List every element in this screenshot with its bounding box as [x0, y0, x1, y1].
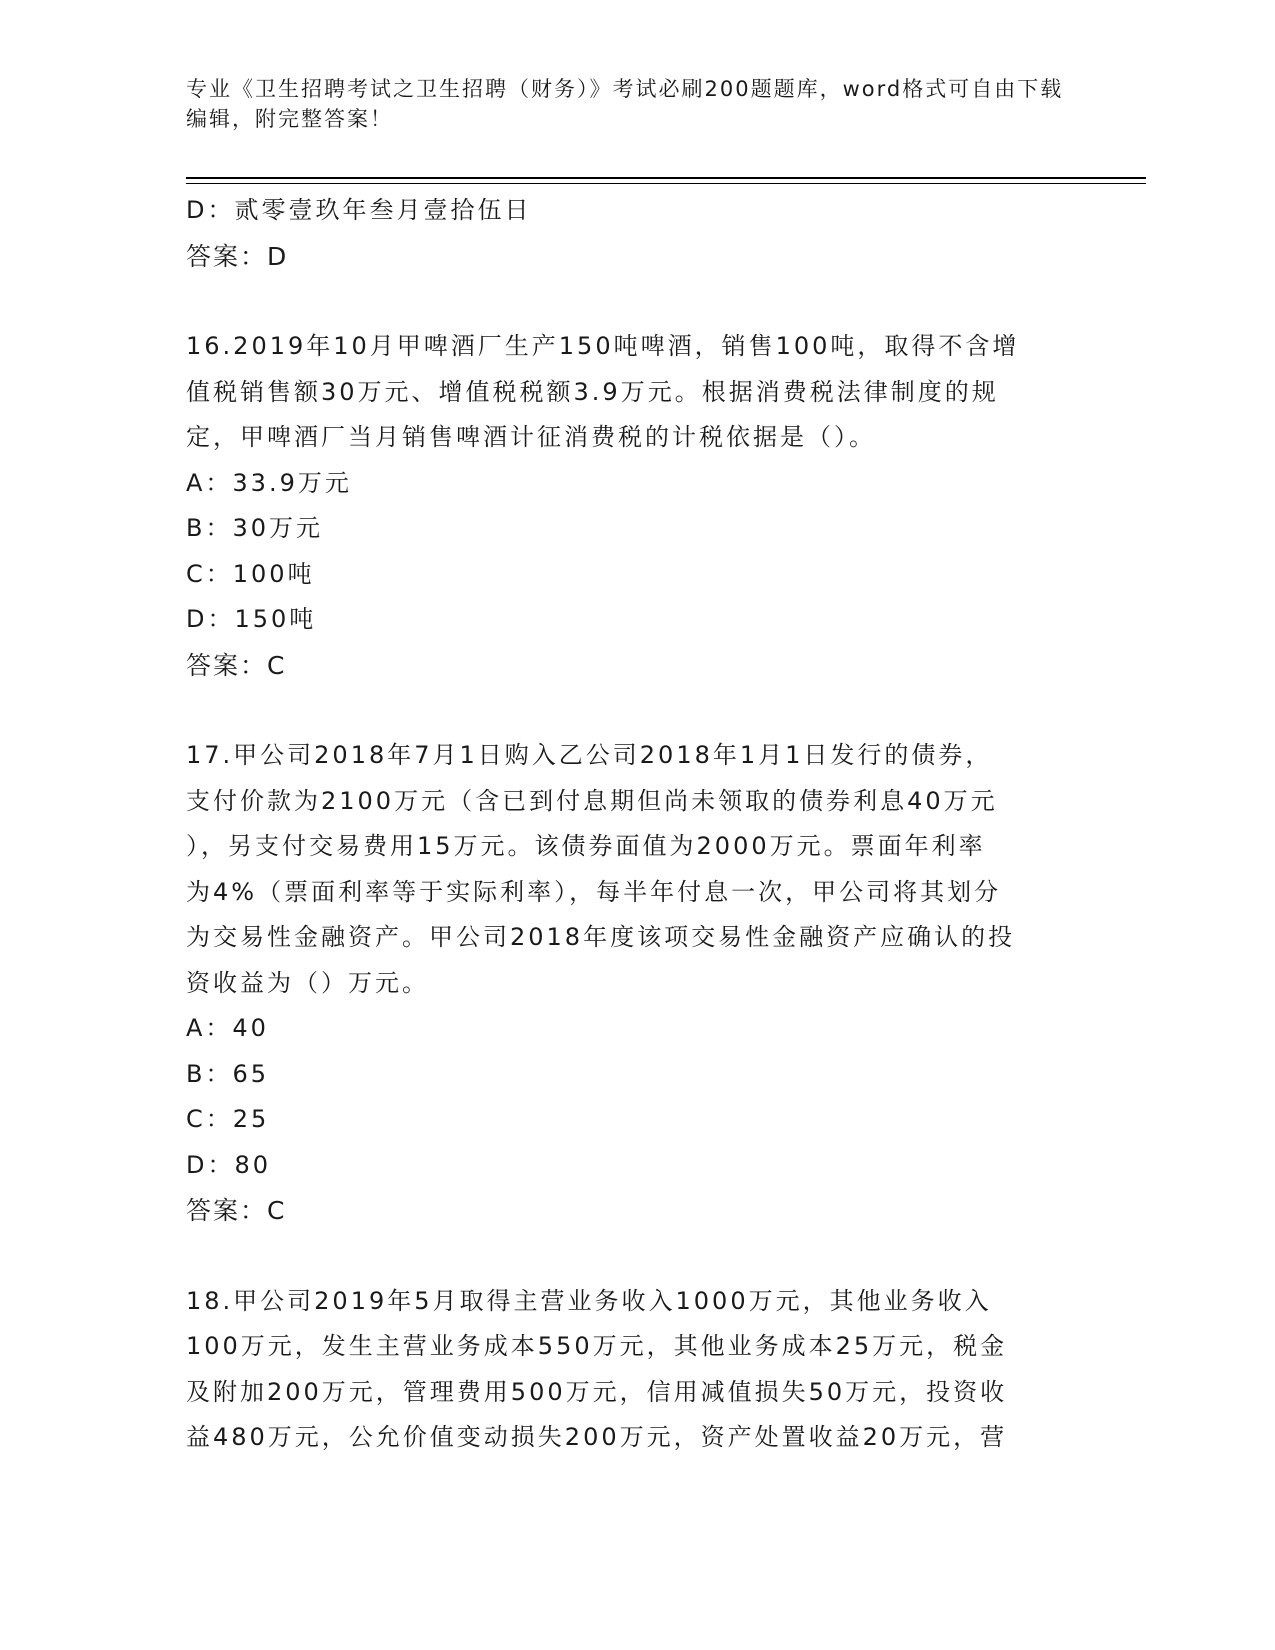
question-text-line: 支付价款为2100万元（含已到付息期但尚未领取的债券利息40万元 [186, 786, 998, 815]
option-d: D：150吨 [186, 605, 317, 633]
question-text-line: 及附加200万元，管理费用500万元，信用减值损失50万元，投资收 [186, 1377, 1008, 1406]
question-text-line: 值税销售额30万元、增值税税额3.9万元。根据消费税法律制度的规 [186, 377, 999, 406]
answer: 答案：D [186, 241, 289, 271]
question-text-line: 17.甲公司2018年7月1日购入乙公司2018年1月1日发行的债券， [186, 741, 993, 769]
question-18 [186, 1279, 1076, 1461]
question-text-line: 为4%（票面利率等于实际利率），每半年付息一次，甲公司将其划分 [186, 877, 1002, 906]
question-text-line: ），另支付交易费用15万元。该债券面值为2000万元。票面年利率 [186, 832, 986, 860]
question-text-line: 16.2019年10月甲啤酒厂生产150吨啤酒，销售100吨，取得不含增 [186, 332, 1020, 360]
document-body [186, 188, 1076, 1461]
header-rule-thick [186, 177, 1146, 179]
answer: 答案：C [186, 650, 287, 680]
answer: 答案：C [186, 1196, 287, 1225]
question-text-line: 为交易性金融资产。甲公司2018年度该项交易性金融资产应确认的投 [186, 923, 1016, 951]
spacer [186, 688, 1076, 733]
option-b: B：30万元 [186, 514, 324, 542]
spacer [186, 1234, 1076, 1279]
spacer [186, 279, 1076, 324]
question-text-line: 定，甲啤酒厂当月销售啤酒计征消费税的计税依据是（）。 [186, 423, 876, 451]
page-header: 专业《卫生招聘考试之卫生招聘（财务）》考试必刷200题题库，word格式可自由下载编辑，附完整答案！ [186, 77, 1064, 131]
question-text-line: 益480万元，公允价值变动损失200万元，资产处置收益20万元，营 [186, 1423, 1008, 1451]
option-c: C：100吨 [186, 559, 315, 588]
option-d: D：80 [186, 1150, 272, 1179]
question-text-line: 18.甲公司2019年5月取得主营业务收入1000万元，其他业务收入 [186, 1286, 992, 1315]
question-text-line: 100万元，发生主营业务成本550万元，其他业务成本25万元，税金 [186, 1332, 1008, 1360]
option-a: A：33.9万元 [186, 468, 352, 497]
question-16 [186, 324, 1076, 688]
option-a: A：40 [186, 1014, 269, 1042]
option-d: D：贰零壹玖年叁月壹拾伍日 [186, 196, 532, 224]
option-c: C：25 [186, 1105, 270, 1133]
option-b: B：65 [186, 1059, 270, 1088]
question-text-line: 资收益为（）万元。 [186, 968, 429, 997]
header-rule-thin [186, 183, 1146, 184]
question-17 [186, 733, 1076, 1234]
